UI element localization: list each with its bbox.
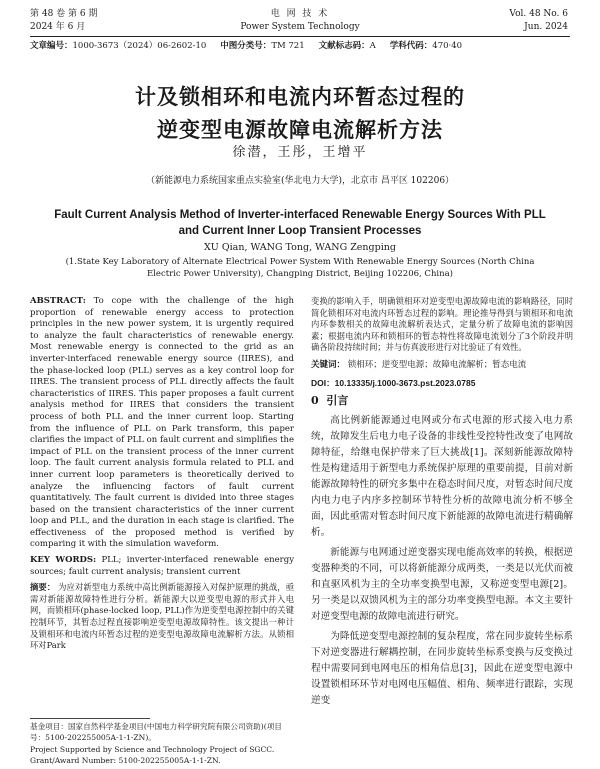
journal-date-cn: 2024 年 6 月 [30,22,86,32]
discipline-code: 学科代码：470·40 [389,41,463,51]
keywords-cn-label: 关键词： [311,359,346,370]
article-meta [30,40,570,52]
clc-number: 中图分类号：TM 721 [220,41,305,51]
doi-value: 10.13335/j.1000-3673.pst.2023.0785 [334,377,476,388]
doi-label: DOI： [311,377,335,388]
journal-volume-cn: 第 48 卷 第 6 期 [30,9,98,19]
funding-cn: 基金项目：国家自然科学基金项目(中国电力科学研究院有限公司资助)(项目号：5100-202255005A-1-1-ZN)。 [30,722,282,742]
abstract-cn-label: 摘要： [30,582,56,593]
paper-title-cn: 计及锁相环和电流内环暂态过程的 逆变型电源故障电流解析方法 [135,84,465,142]
journal-name-en: Power System Technology [240,22,360,32]
keywords-en [30,555,294,578]
journal-name-cn: 电 网 技 术 [270,9,330,19]
authors-en: XU Qian, WANG Tong, WANG Zengping [204,242,396,253]
affiliation-cn: （新能源电力系统国家重点实验室(华北电力大学)，北京市 昌平区 102206） [145,176,455,186]
keywords-en-label: KEY WORDS: [30,555,97,566]
doi[interactable] [311,378,573,390]
abstract-en [30,296,294,551]
authors-cn: 徐潜，王彤，王增平 [232,145,368,160]
intro-paragraph-3: 为降低逆变型电源控制的复杂程度，常在同步旋转坐标系下对逆变器进行解耦控制，在同步旋转坐标系变换与反变换过程中需要同到电网电压的相角信息[3]，因此在逆变型电源中设置锁相环环节对电网电压幅值、相角、频率进行跟踪，实现逆变 [311,630,573,706]
funding-footnote [30,722,294,768]
abstract-en-text: To cope with the challenge of the high proportion of renewable energy access to protection principles in the new power system, it is urgently required to analyze the fault characteristics of renewable energy. Most renewable energy is connected to the grid as an inverter-interfaced renewable energy source (IIRES), and the phase-locked loop (PLL) serves as a key control loop for IIRES. The transient process of PLL directly affects the fault characteristics of IIRES. This paper proposes a fault current analysis method for IIRES that considers the transient process of both PLL and the inner current loop. Starting from the influence of PLL on Park transform, this paper clarifies the impact of PLL on fault current and simplifies the impact of PLL on the transient process of the inner current loop. The fault current analysis formula related to PLL and inner current loop parameters is theoretically derived to analyze the influencing factors of fault current quantitatively. The fault current is divided into three stages based on the transient characteristics of the inner current loop and PLL, and the duration in each stage is clarified. The effectiveness of the proposed method is verified by comparing it with the simulation waveform. [30,296,295,550]
abstract-cn [30,582,294,652]
section-number: 0 [311,394,319,408]
journal-date-en: Jun. 2024 [524,22,568,32]
paper-title-en: Fault Current Analysis Method of Inverter-interfaced Renewable Energy Sources With PLL and Current Inner Loop Transient Processes [54,209,546,237]
section-heading-introduction [311,395,573,407]
article-number: 文章编号：1000-3673（2024）06-2602-10 [30,41,207,51]
section-title: 引言 [326,394,349,408]
left-column [30,296,294,656]
keywords-cn-text: 锁相环；逆变型电源；故障电流解析；暂态电流 [347,359,527,370]
journal-volume-en: Vol. 48 No. 6 [509,9,568,19]
affiliation-en: (1.State Key Laboratory of Alternate Electrical Power System With Renewable Energy Sources (North China Electric Power University), Changping District, Beijing 102206, China) [65,257,535,279]
footnote-rule [30,718,150,719]
header-rule [30,36,570,37]
abstract-cn-text-part1: 为应对新型电力系统中高比例新能源接入对保护原理的挑战，亟需对新能源故障特性进行分析。新能源大以逆变型电源的形式并入电网，而锁相环(phase-locked loop, PLL)作为逆变型电源控制中的关键控制环节，其暂态过程直接影响逆变型电源故障特性。该文提出一种计及锁相环和电流内环暂态过程的逆变型电源故障电流解析方法。从锁相环对Park [30,582,294,651]
journal-issue-en [509,8,568,34]
funding-en: Project Supported by Science and Technology Project of SGCC. Grant/Award Number: 5100-202255005A-1-1-ZN. [30,745,275,765]
keywords-en-text: PLL; inverter-interfaced renewable energy sources; fault current analysis; transient current [30,555,294,577]
right-column [311,296,573,713]
document-code: 文献标志码：A [318,41,376,51]
intro-paragraph-2: 新能源与电网通过逆变器实现电能高效率的转换，根据逆变器种类的不同，可以将新能源分成两类，一类是以光伏而被和直驱风机为主的全功率变换型电源，又称逆变型电源[2]。另一类是以双馈风机为主的部分功率变换型电源。本文主要针对逆变型电源的故障电流进行研究。 [311,546,573,622]
keywords-cn [311,360,573,372]
abstract-cn-continued: 变换的影响入手，明确锁相环对逆变型电源故障电流的影响路径，同时简化锁相环对电流内环暂态过程的影响。理论推导得到与锁相环和电流内环参数相关的故障电流解析表达式，定量分析了故障电流的影响因素；根据电流内环和锁相环的暂态特性将故障电流划分了3个阶段并明确各阶段持续时间；并与仿真波形进行对比验证了有效性。 [311,296,573,353]
abstract-en-label: ABSTRACT: [30,296,86,306]
intro-paragraph-1: 高比例新能源通过电网或分布式电源的形式接入电力系统，故障发生后电力电子设备的非线性受控特性改变了电网故障特征，给继电保护带来了巨大挑战[1]。深刻新能源故障特性是构建适用于新型电力系统保护原理的重要前提，目前对新能源故障特性的研究多集中在稳态时间尺度，对暂态时间尺度内电力电子内序多控制环节特性分析的故障电流分析不够全面，因此亟需对暂态时间尺度下新能源的故障电流进行精确解析。 [311,414,573,538]
